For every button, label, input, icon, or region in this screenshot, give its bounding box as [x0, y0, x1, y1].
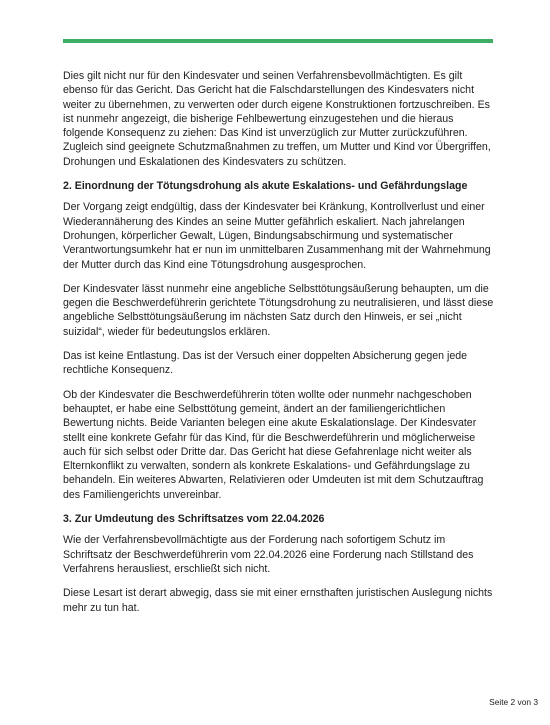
paragraph: Diese Lesart ist derart abwegig, dass sie mit einer ernsthaften juristischen Auslegung nichts mehr zu tun hat.: [63, 587, 493, 614]
top-accent-rule: [63, 39, 493, 43]
page-number: Seite 2 von 3: [489, 697, 538, 707]
document-body: [63, 69, 495, 625]
paragraph: Der Kindesvater lässt nunmehr eine angebliche Selbsttötungsäußerung behaupten, um die gegen die Beschwerdeführerin gerichtete Tötungsdrohung zu neutralisieren, und lässt diese angebliche Selbsttötungsäußerung im nächsten Satz durch den Hinweis, er sei „nicht suizidal“, wieder für bedeutungslos erklären.: [63, 282, 494, 338]
paragraph: Dies gilt nicht nur für den Kindesvater und seinen Verfahrensbevollmächtigten. Es gilt ebenso für das Gericht. Das Gericht hat die Falschdarstellungen des Kindesvaters nicht weiter zu übernehmen, zu verwerten oder durch eigene Konstruktionen fortzuschreiben. Es ist nunmehr angezeigt, die bisherige Fehlbewertung einzugestehen und die hieraus folgende Konsequenz zu ziehen: Das Kind ist unverzüglich zur Mutter zurückzuführen. Zugleich sind geeignete Schutzmaßnahmen zu treffen, um Mutter und Kind vor Übergriffen, Drohungen und Eskalationen des Kindesvaters zu schützen.: [63, 70, 491, 168]
paragraph: Ob der Kindesvater die Beschwerdeführerin töten wollte oder nunmehr nachgeschoben behauptet, er habe eine Selbsttötung gemeint, ändert an der familiengerichtlichen Bewertung nichts. Beide Varianten belegen eine akute Eskalationslage. Der Kindesvater stellt eine konkrete Gefahr für das Kind, für die Beschwerdeführerin und möglicherweise auch für sich selbst oder Dritte dar. Das Gericht hat diese Gefahrenlage nicht weiter als Elternkonflikt zu verwalten, sondern als konkrete Eskalations- und Gefährdungslage zu behandeln. Ein weiteres Abwarten, Relativieren oder Umdeuten ist mit dem Schutzauftrag des Familiengerichts unvereinbar.: [63, 388, 484, 501]
section-heading: 2. Einordnung der Tötungsdrohung als akute Eskalations- und Gefährdungslage: [63, 180, 468, 193]
section-heading: 3. Zur Umdeutung des Schriftsatzes vom 22.04.2026: [63, 513, 325, 526]
paragraph: Der Vorgang zeigt endgültig, dass der Kindesvater bei Kränkung, Kontrollverlust und einer Wiederannäherung des Kindes an seine Mutter gefährlich eskaliert. Nach jahrelangen Drohungen, körperlicher Gewalt, Lügen, Bindungsabschirmung und systematischer Verantwortungsumkehr hat er nun im unmittelbaren Zusammenhang mit der Wahrnehmung der Mutter durch das Kind eine Tötungsdrohung ausgesprochen.: [63, 201, 491, 271]
paragraph: Wie der Verfahrensbevollmächtigte aus der Forderung nach sofortigem Schutz im Schriftsatz der Beschwerdeführerin vom 22.04.2026 eine Forderung nach Stillstand des Verfahrens herausliest, erschließt sich nicht.: [63, 534, 474, 575]
paragraph: Das ist keine Entlastung. Das ist der Versuch einer doppelten Absicherung gegen jede rechtliche Konsequenz.: [63, 350, 467, 377]
